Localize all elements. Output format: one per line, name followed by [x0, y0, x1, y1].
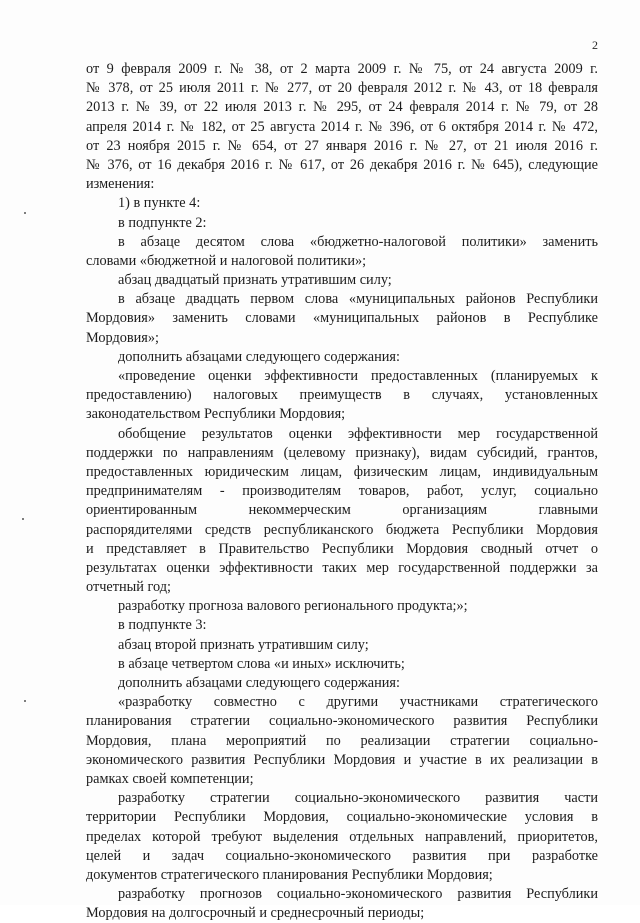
text-line: предоставленных юридическим лицам, физическим лицам, индивидуальным — [86, 463, 598, 480]
text-line: словами «бюджетной и налоговой политики»; — [86, 252, 367, 269]
text-line: от 9 февраля 2009 г. № 38, от 2 марта 2009 г. № 75, от 24 августа 2009 г. — [86, 61, 598, 77]
text-line: поддержки по направлениям (целевому признаку), видам субсидий, грантов, — [86, 444, 598, 461]
text-line: в абзаце четвертом слова «и иных» исключить; — [118, 655, 405, 672]
page-number: 2 — [592, 38, 598, 52]
scan-speck — [24, 212, 26, 214]
text-line: разработку прогнозов социально-экономического развития Республики — [118, 886, 598, 903]
text-line: дополнить абзацами следующего содержания: — [118, 348, 400, 365]
text-line: изменения: — [86, 176, 155, 193]
text-line: результатах оценки эффективности таких мер государственной поддержки за — [86, 559, 598, 576]
text-line: в подпункте 3: — [118, 617, 207, 634]
text-line: распорядителями средств республиканского бюджета Республики Мордовия — [86, 521, 598, 538]
text-line: предоставлению) налоговых преимуществ в случаях, установленных — [86, 387, 598, 404]
text-line: рамках своей компетенции; — [86, 770, 254, 787]
text-line: от 23 ноября 2015 г. № 654, от 27 января 2016 г. № 27, от 21 июля 2016 г. — [86, 137, 598, 154]
text-line: «разработку совместно с другими участниками стратегического — [118, 694, 598, 711]
text-line: законодательством Республики Мордовия; — [86, 406, 346, 423]
text-line: обобщение результатов оценки эффективности мер государственной — [118, 425, 598, 442]
text-line: пределах которой требуют выделения отдельных направлений, приоритетов, — [86, 828, 598, 845]
text-line: апреля 2014 г. № 182, от 25 августа 2014 г. № 396, от 6 октября 2014 г. № 472, — [86, 118, 598, 135]
text-line: № 378, от 25 июля 2011 г. № 277, от 20 февраля 2012 г. № 43, от 18 февраля — [86, 80, 598, 97]
scan-speck — [24, 700, 26, 702]
text-line: 2013 г. № 39, от 22 июля 2013 г. № 295, от 24 февраля 2014 г. № 79, от 28 — [86, 99, 598, 116]
text-line: территории Республики Мордовия, социально-экономические условия в — [86, 809, 598, 826]
text-line: абзац второй признать утратившим силу; — [118, 636, 369, 653]
text-line: Мордовия, плана мероприятий по реализации стратегии социально- — [86, 732, 598, 749]
text-line: № 376, от 16 декабря 2016 г. № 617, от 26 декабря 2016 г. № 645), следующие — [86, 156, 598, 173]
text-line: и представляет в Правительство Республики Мордовия сводный отчет о — [86, 540, 598, 557]
text-line: «проведение оценки эффективности предоставленных (планируемых к — [118, 368, 598, 384]
text-line: в подпункте 2: — [118, 214, 207, 231]
text-line: абзац двадцатый признать утратившим силу; — [118, 272, 392, 289]
text-line: планирования стратегии социально-экономического развития Республики — [86, 713, 598, 730]
text-line: Мордовия»; — [86, 329, 159, 346]
text-line: в абзаце десятом слова «бюджетно-налоговой политики» заменить — [118, 233, 598, 250]
text-line: Мордовия на долгосрочный и среднесрочный периоды; — [86, 905, 425, 922]
text-line: в абзаце двадцать первом слова «муниципальных районов Республики — [118, 291, 598, 308]
text-line: 1) в пункте 4: — [118, 195, 201, 212]
text-line: дополнить абзацами следующего содержания: — [118, 675, 400, 691]
text-line: документов стратегического планирования Республики Мордовия; — [86, 866, 493, 883]
text-line: экономического развития Республики Мордовия и участие в их реализации в — [86, 751, 598, 768]
text-line: отчетный год; — [86, 579, 171, 596]
text-line: целей и задач социально-экономического развития при разработке — [86, 847, 598, 864]
text-line: разработку стратегии социально-экономического развития части — [118, 790, 598, 807]
text-line: разработку прогноза валового регионального продукта;»; — [118, 598, 468, 615]
text-line: ориентированным некоммерческим организациям главными — [86, 502, 598, 519]
text-line: предпринимателям - производителям товаров, работ, услуг, социально — [86, 483, 598, 500]
document-body — [86, 60, 598, 923]
scan-speck — [22, 518, 24, 520]
text-line: Мордовия» заменить словами «муниципальных районов в Республике — [86, 310, 598, 327]
